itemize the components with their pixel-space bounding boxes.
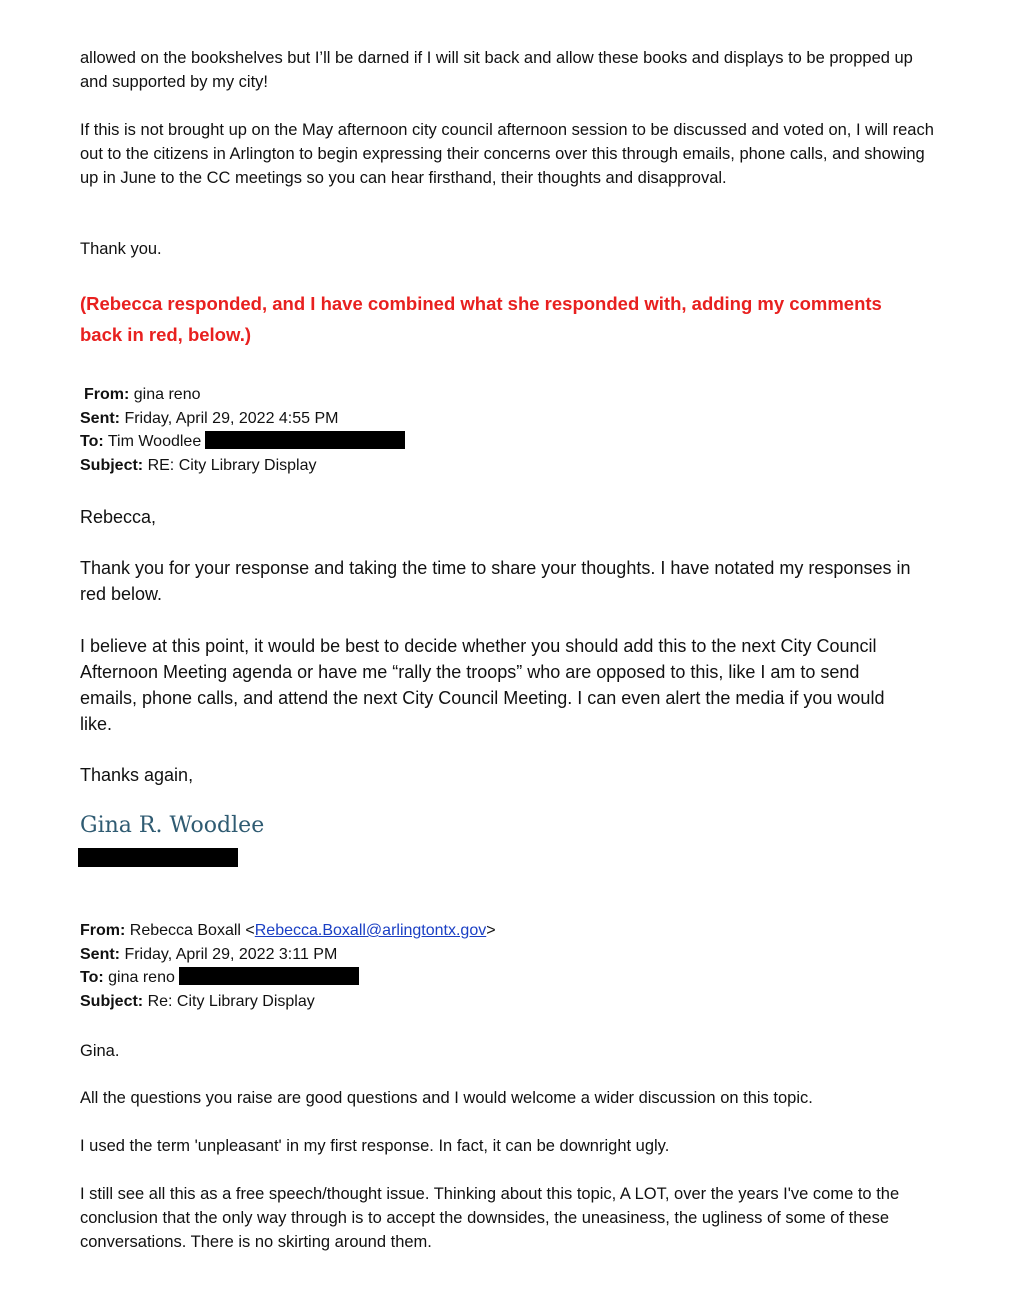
email2-subject-label: Subject:: [80, 992, 144, 1010]
email2-subject: Re: City Library Display: [147, 992, 315, 1010]
intro-paragraph-1: allowed on the bookshelves but I’ll be darned if I will sit back and allow these books and displays to be propped up and supported by my city!: [80, 49, 913, 91]
signature: Gina R. Woodlee: [80, 813, 265, 838]
email2-paragraph-2: I used the term 'unpleasant' in my first response. In fact, it can be downright ugly.: [80, 1137, 670, 1155]
email1-sent-label: Sent:: [80, 409, 120, 427]
email2-paragraph-1: All the questions you raise are good questions and I would welcome a wider discussion on this topic.: [80, 1089, 813, 1107]
email2-from-label: From:: [80, 922, 126, 939]
redaction-bar: [205, 431, 405, 449]
email1-paragraph-1: Thank you for your response and taking the time to share your thoughts. I have notated my responses in red below.: [80, 558, 911, 604]
email1-to-line: [80, 430, 940, 454]
email1-sent: Friday, April 29, 2022 4:55 PM: [124, 409, 339, 427]
email1-subject-label: Subject:: [80, 456, 144, 474]
email2-from-email-link[interactable]: Rebecca.Boxall@arlingtontx.gov: [254, 922, 487, 939]
email1-from: gina reno: [133, 386, 201, 403]
email1-to: Tim Woodlee: [107, 433, 202, 450]
redaction-bar: [179, 967, 359, 985]
intro-paragraph-2: If this is not brought up on the May afternoon city council afternoon session to be discussed and voted on, I will reach out to the citizens in Arlington to begin expressing their concerns over this through emails, phone calls, and showing up in June to the CC meetings so you can hear firsthand, their thoughts and disapproval.: [80, 121, 934, 187]
email1-subject: RE: City Library Display: [147, 456, 317, 474]
email1-closing: Thanks again,: [80, 765, 194, 785]
email2-header: [80, 919, 940, 1013]
email2-to: gina reno: [108, 969, 175, 986]
email2-to-line: [80, 966, 940, 990]
email2-sent-line: [80, 943, 940, 967]
email2-paragraph-3: I still see all this as a free speech/thought issue. Thinking about this topic, A LOT, over the years I've come to the conclusion that the only way through is to accept the downsides, the uneasiness, the ugliness of some of these conversations. There is no skirting around them.: [80, 1185, 900, 1251]
email1-to-label: To:: [80, 433, 104, 450]
email2-from-line: From: Rebecca Boxall <Rebecca.Boxall@arlingtontx.gov>: [80, 922, 496, 939]
email1-sent-line: [80, 407, 940, 431]
email2-to-label: To:: [80, 969, 104, 986]
intro-thanks: Thank you.: [80, 240, 162, 258]
email1-header: [80, 383, 940, 477]
email1-subject-line: [80, 454, 940, 478]
email1-from-label: From:: [84, 386, 130, 403]
signature-redaction-bar: [78, 848, 238, 867]
email2-from-name: Rebecca Boxall: [129, 922, 241, 939]
red-note: (Rebecca responded, and I have combined what she responded with, adding my comments back in red, below.): [80, 293, 882, 345]
email1-paragraph-2: I believe at this point, it would be best to decide whether you should add this to the next City Council Afternoon Meeting agenda or have me “rally the troops” who are opposed to this, like I am to send emails, phone calls, and attend the next City Council Meeting. I can even alert the media if you would like.: [80, 636, 885, 734]
email2-sent: Friday, April 29, 2022 3:11 PM: [124, 945, 338, 963]
email1-greeting: Rebecca,: [80, 507, 157, 527]
email2-greeting: Gina.: [80, 1042, 120, 1060]
email1-from-line: [80, 383, 940, 407]
email2-subject-line: [80, 990, 940, 1014]
email2-sent-label: Sent:: [80, 945, 120, 963]
